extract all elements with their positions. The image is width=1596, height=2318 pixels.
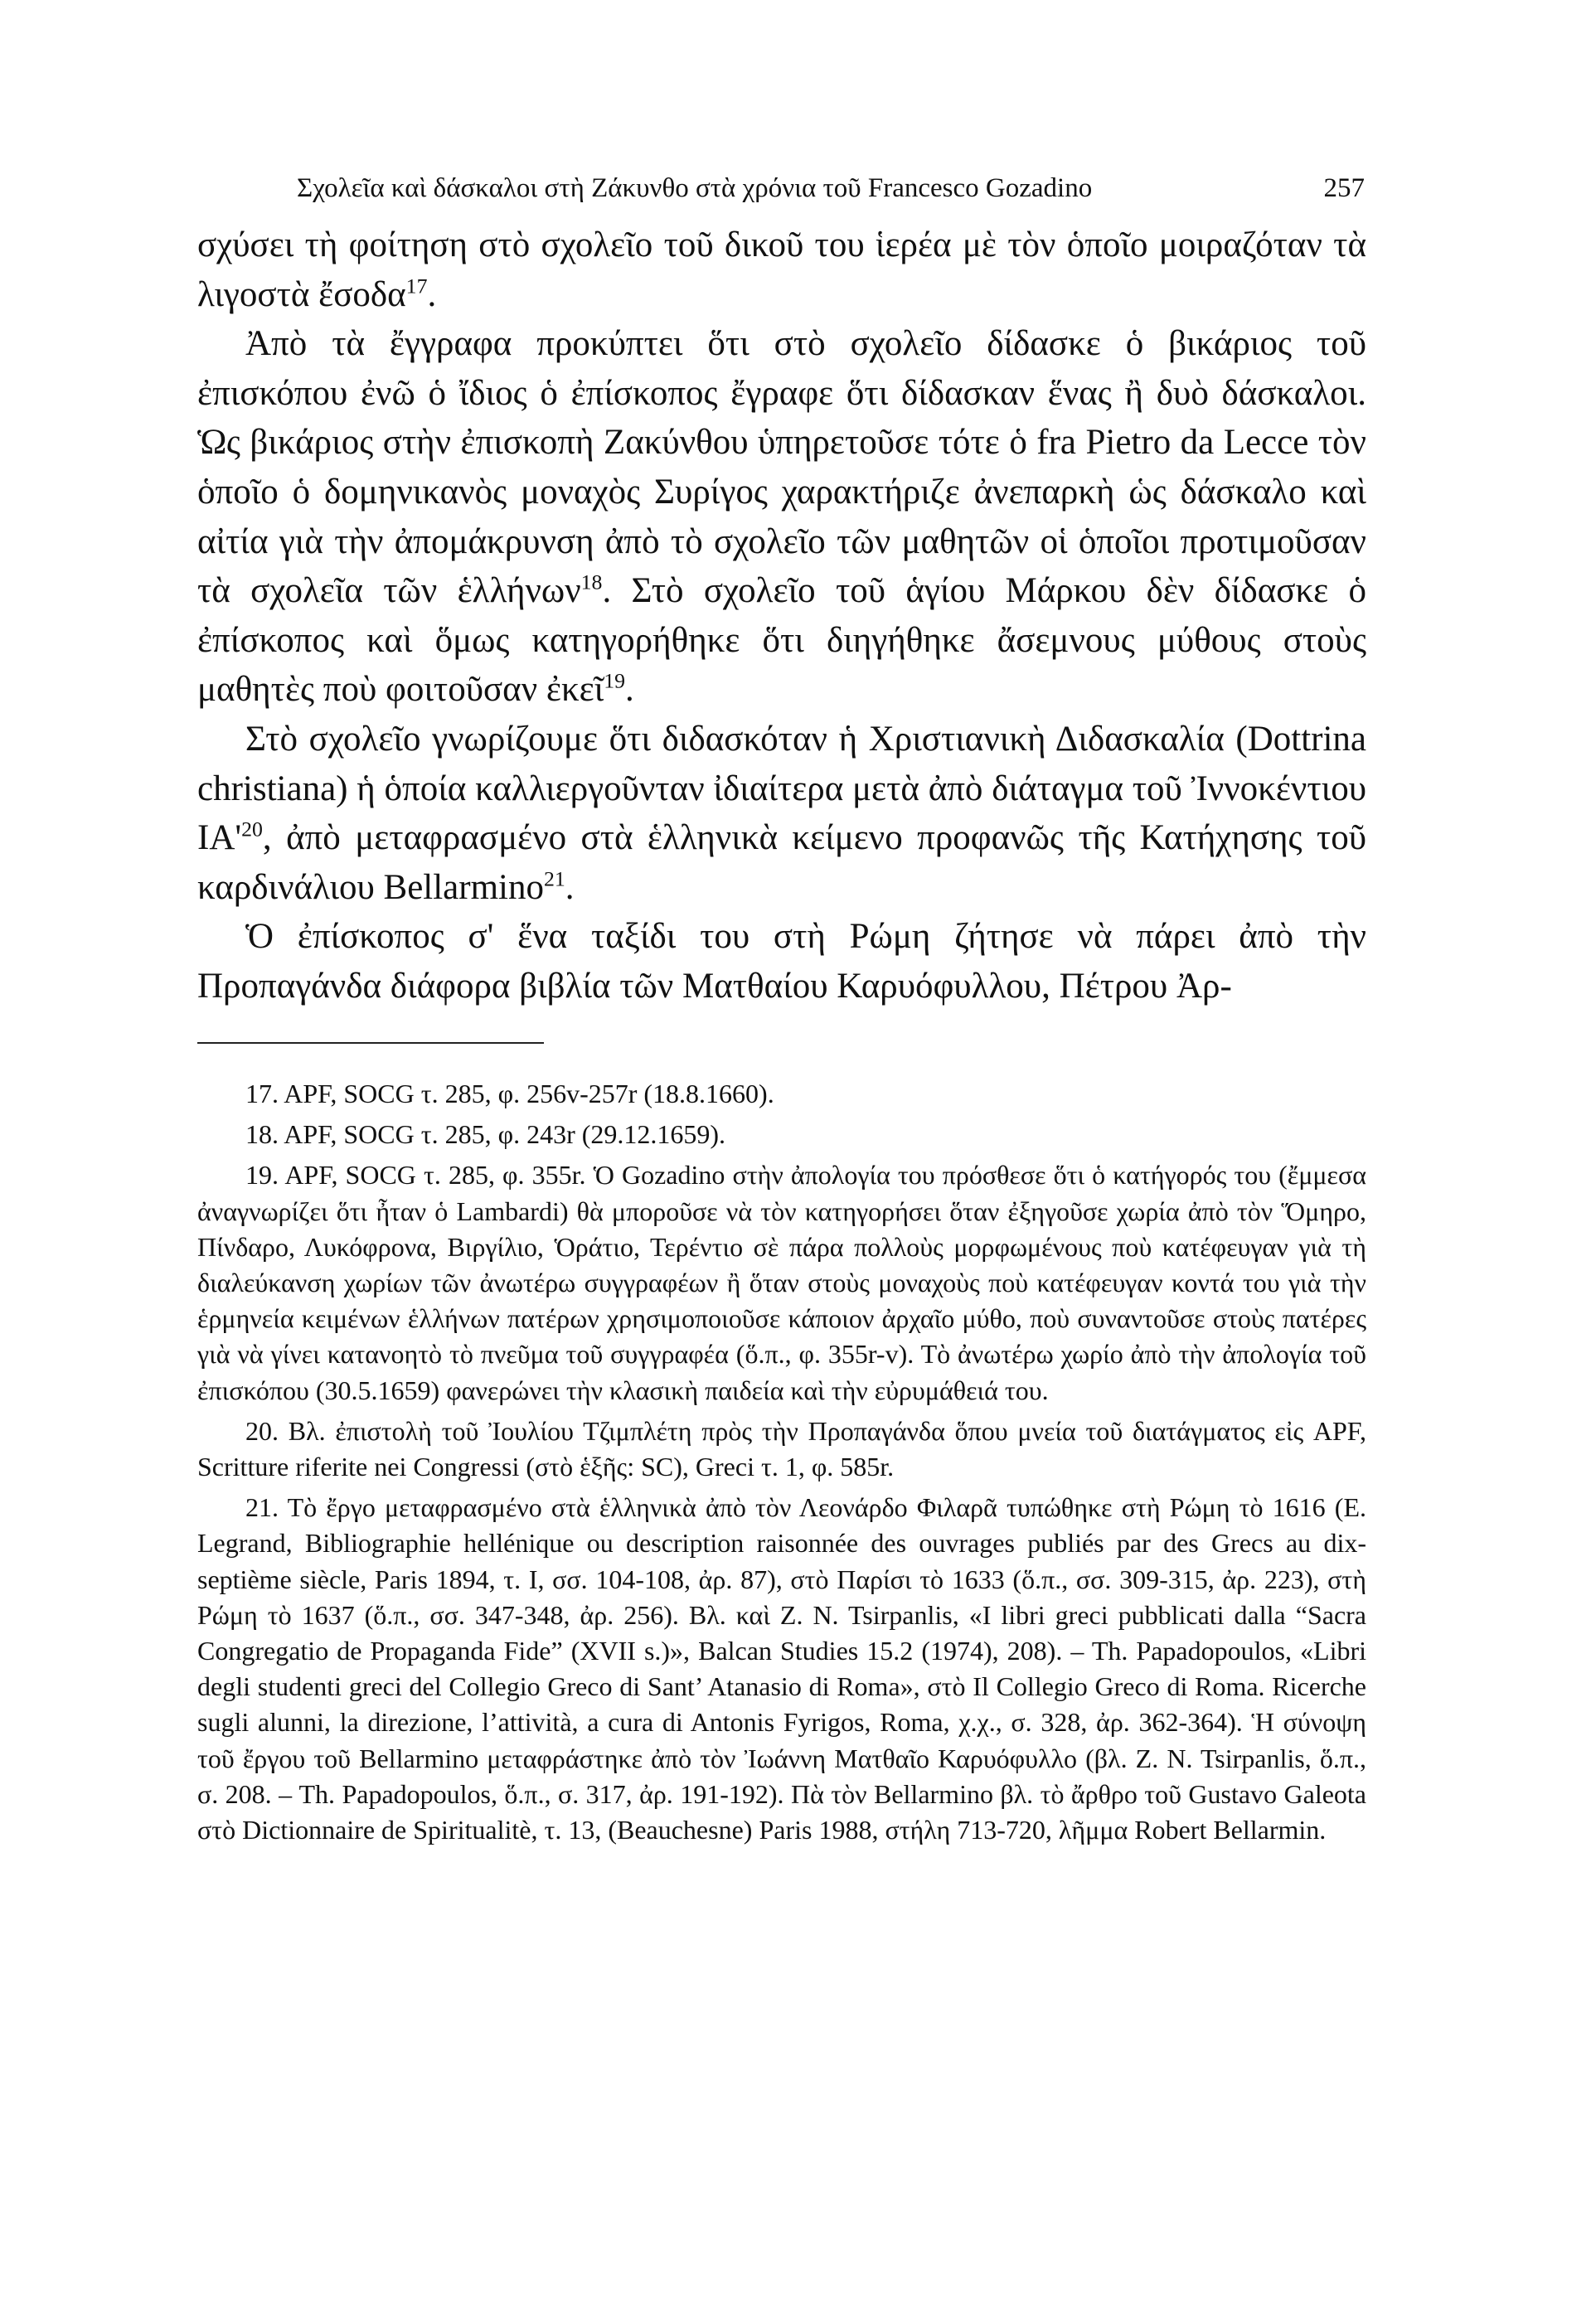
paragraph-2: Ἀπὸ τὰ ἔγγραφα προκύπτει ὅτι στὸ σχολεῖο δίδασκε ὁ βικάριος τοῦ ἐπισκόπου ἐνῶ ὁ ἴδιος ὁ ἐπίσκοπος ἔγραφε ὅτι δίδασκαν ἕνας ἢ δυὸ δάσκαλοι. Ὡς βικάριος στὴν ἐπισκοπὴ Ζακύνθου ὑπηρετοῦσε τότε ὁ fra Pietro da Lecce τὸν ὁποῖο ὁ δομηνικανὸς μοναχὸς Συρίγος χαρακτήριζε ἀνεπαρκὴ ὡς δάσκαλο καὶ αἰτία γιὰ τὴν ἀπομάκρυνση ἀπὸ τὸ σχολεῖο τῶν μαθητῶν οἱ ὁποῖοι προτιμοῦσαν τὰ σχολεῖα τῶν ἑλλήνων$^{18}$. Στὸ σχολεῖο τοῦ ἁγίου Μάρκου δὲν δίδασκε ὁ ἐπίσκοπος καὶ ὅμως κατηγορήθηκε ὅτι διηγήθηκε ἄσεμνους μύθους στοὺς μαθητὲς ποὺ φοιτοῦσαν ἐκεῖ$^{19}$. bbox=[197, 324, 1366, 710]
paragraph-4: Ὁ ἐπίσκοπος σ' ἕνα ταξίδι του στὴ Ρώμη ζήτησε νὰ πάρει ἀπὸ τὴν Προπαγάνδα διάφορα βιβλία τῶν Ματθαίου Καρυόφυλλου, Πέτρου Ἀρ- bbox=[197, 917, 1366, 1006]
footnote-ref-17[interactable]: 17 bbox=[405, 274, 428, 298]
footnote-20: 20. Βλ. ἐπιστολὴ τοῦ Ἰουλίου Τζιμπλέτη πρὸς τὴν Προπαγάνδα ὅπου μνεία τοῦ διατάγματος εἰς APF, Scritture riferite nei Congressi (στὸ ἑξῆς: SC), Greci τ. 1, φ. 585r. bbox=[197, 1415, 1366, 1482]
running-header bbox=[297, 168, 1365, 208]
paragraph-1: σχύσει τὴ φοίτηση στὸ σχολεῖο τοῦ δικοῦ του ἱερέα μὲ τὸν ὁποῖο μοιραζόταν τὰ λιγοστὰ ἔσοδα$^{17}$. bbox=[197, 225, 1366, 314]
page-number: 257 bbox=[1323, 173, 1365, 203]
footnote-19: 19. APF, SOCG τ. 285, φ. 355r. Ὁ Gozadino στὴν ἀπολογία του πρόσθεσε ὅτι ὁ κατήγορός του (ἔμμεσα ἀναγνωρίζει ὅτι ἦταν ὁ Lambardi) θὰ μποροῦσε νὰ τὸν κατηγορήσει ὅταν ἐξηγοῦσε χωρία ἀπὸ τὸν Ὅμηρο, Πίνδαρο, Λυκόφρονα, Βιργίλιο, Ὁράτιο, Τερέντιο σὲ πάρα πολλοὺς μορφωμένους ποὺ κατέφευγαν γιὰ τὴ διαλεύκανση χωρίων τῶν ἀνωτέρω συγγραφέων ἢ ὅταν στοὺς μοναχοὺς ποὺ κατέφευγαν κοντά του γιὰ τὴν ἑρμηνεία κειμένων ἑλλήνων πατέρων χρησιμοποιοῦσε κάποιον ἀρχαῖο μύθο, ποὺ συναντοῦσε στοὺς πατέρες γιὰ νὰ γίνει κατανοητὸ τὸ πνεῦμα τοῦ συγγραφέα (ὅ.π., φ. 355r-v). Τὸ ἀνωτέρω χωρίο ἀπὸ τὴν ἀπολογία τοῦ ἐπισκόπου (30.5.1659) φανερώνει τὴν κλασικὴ παιδεία καὶ τὴν εὐρυμάθειά του. bbox=[197, 1160, 1366, 1405]
footnote-17: 17. APF, SOCG τ. 285, φ. 256v-257r (18.8.1660). bbox=[245, 1079, 774, 1108]
footnote-18: 18. APF, SOCG τ. 285, φ. 243r (29.12.1659). bbox=[245, 1119, 726, 1150]
footnote-ref-20[interactable]: 20 bbox=[241, 817, 263, 841]
footnotes bbox=[197, 1076, 1366, 1853]
running-title: Σχολεῖα καὶ δάσκαλοι στὴ Ζάκυνθο στὰ χρόνια τοῦ Francesco Gozadino bbox=[297, 173, 1093, 203]
footnote-separator bbox=[197, 1042, 544, 1044]
footnote-ref-18[interactable]: 18 bbox=[580, 570, 603, 594]
paragraph-3: Στὸ σχολεῖο γνωρίζουμε ὅτι διδασκόταν ἡ Χριστιανικὴ Διδασκαλία (Dottrina christiana) ἡ ὁποία καλλιεργοῦνταν ἰδιαίτερα μετὰ ἀπὸ διάταγμα τοῦ Ἰννοκέντιου ΙΑ'$^{20}$, ἀπὸ μεταφρασμένο στὰ ἑλληνικὰ κείμενο προφανῶς τῆς Κατήχησης τοῦ καρδινάλιου Bellarmino$^{21}$. bbox=[197, 719, 1366, 907]
footnote-ref-21[interactable]: 21 bbox=[543, 866, 565, 891]
main-text bbox=[197, 221, 1366, 1011]
footnote-21: 21. Τὸ ἔργο μεταφρασμένο στὰ ἑλληνικὰ ἀπὸ τὸν Λεονάρδο Φιλαρᾶ τυπώθηκε στὴ Ρώμη τὸ 1616 (E. Legrand, Bibliographie hellénique ou description raisonnée des ouvrages publiés par des Grecs au dix-septième siècle, Paris 1894, τ. I, σσ. 104-108, ἀρ. 87), στὸ Παρίσι τὸ 1633 (ὅ.π., σσ. 309-315, ἀρ. 223), στὴ Ρώμη τὸ 1637 (ὅ.π., σσ. 347-348, ἀρ. 256). Βλ. καὶ Z. N. Tsirpanlis, «I libri greci pubblicati dalla “Sacra Congregatio de Propaganda Fide” (XVII s.)», Balcan Studies 15.2 (1974), 208). – Th. Papadopoulos, «Libri degli studenti greci del Collegio Greco di Sant’ Atanasio di Roma», στὸ Il Collegio Greco di Roma. Ricerche sugli alunni, la direzione, l’attività, a cura di Antonis Fyrigos, Roma, χ.χ., σ. 328, ἀρ. 362-364). Ἡ σύνοψη τοῦ ἔργου τοῦ Bellarmino μεταφράστηκε ἀπὸ τὸν Ἰωάννη Ματθαῖο Καρυόφυλλο (βλ. Z. N. Tsirpanlis, ὅ.π., σ. 208. – Th. Papadopoulos, ὅ.π., σ. 317, ἀρ. 191-192). Πὰ τὸν Bellarmino βλ. τὸ ἄρθρο τοῦ Gustavo Galeota στὸ Dictionnaire de Spiritualitè, τ. 13, (Beauchesne) Paris 1988, στήλη 713-720, λῆμμα Robert Bellarmin. bbox=[197, 1492, 1366, 1845]
footnote-ref-19[interactable]: 19 bbox=[604, 669, 626, 694]
